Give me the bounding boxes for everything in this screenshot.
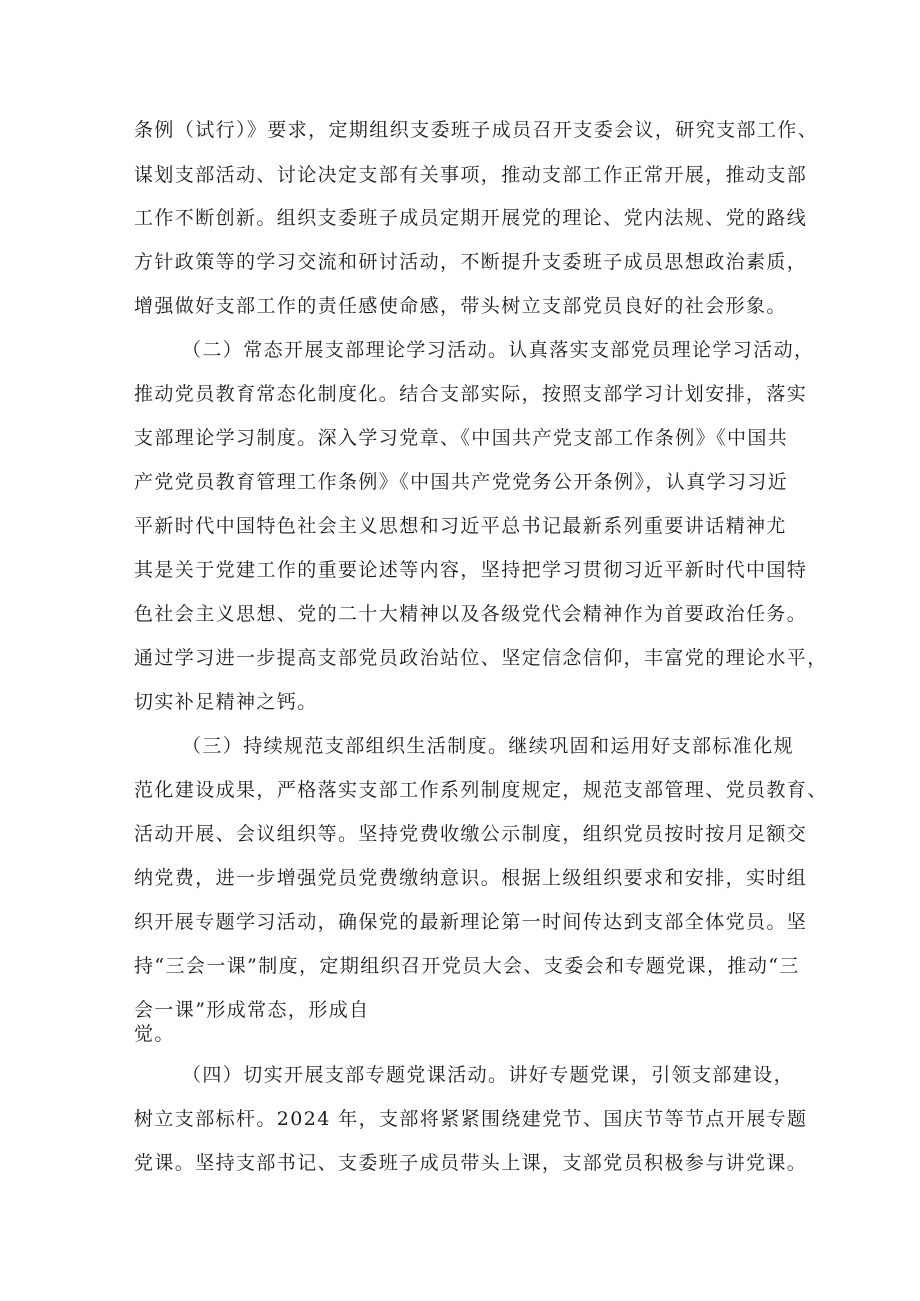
text-line: 推动党员教育常态化制度化。结合支部实际，按照支部学习计划安排，落实 <box>134 383 808 405</box>
text-line: 产党党员教育管理工作条例》《中国共产党党务公开条例》，认真学习习近 <box>134 471 789 493</box>
section-heading-2: （二）常态开展支部理论学习活动。认真落实支部党员理论学习活动， <box>182 339 815 361</box>
text-line: 工作不断创新。组织支委班子成员定期开展党的理论、党内法规、党的路线 <box>134 207 808 229</box>
text-line: 织开展专题学习活动，确保党的最新理论第一时间传达到支部全体党员。坚 <box>134 911 808 933</box>
text-line: 增强做好支部工作的责任感使命感，带头树立支部党员良好的社会形象。 <box>134 295 787 317</box>
text-line: 活动开展、会议组织等。坚持党费收缴公示制度，组织党员按时按月足额交 <box>134 823 808 845</box>
text-line: 切实补足精神之钙。 <box>134 691 318 713</box>
text-line: 条例（试行）》要求，定期组织支委班子成员召开支委会议，研究支部工作、 <box>134 119 819 141</box>
section-heading-3: （三）持续规范支部组织生活制度。继续巩固和运用好支部标准化规 <box>182 735 795 757</box>
text-line: 持“三会一课”制度，定期组织召开党员大会、支委会和专题党课，推动“三 <box>134 955 800 977</box>
text-line: 其是关于党建工作的重要论述等内容，坚持把学习贯彻习近平新时代中国特 <box>134 559 808 581</box>
text-line: 树立支部标杆。2024 年，支部将紧紧围绕建党节、国庆节等节点开展专题 <box>134 1108 808 1130</box>
text-line: 支部理论学习制度。深入学习党章、《中国共产党支部工作条例》《中国共 <box>134 427 789 449</box>
section-heading-4: （四）切实开展支部专题党课活动。讲好专题党课，引领支部建设， <box>182 1064 795 1086</box>
text-line: 方针政策等的学习交流和研讨活动，不断提升支委班子成员思想政治素质， <box>134 251 808 273</box>
text-line: 色社会主义思想、党的二十大精神以及各级党代会精神作为首要政治任务。 <box>134 603 808 625</box>
text-line: 平新时代中国特色社会主义思想和习近平总书记最新系列重要讲话精神尤 <box>134 515 787 537</box>
text-line: 纳党费，进一步增强党员党费缴纳意识。根据上级组织要求和安排，实时组 <box>134 867 808 889</box>
text-line: 通过学习进一步提高支部党员政治站位、坚定信念信仰，丰富党的理论水平， <box>134 647 828 669</box>
text-line: 党课。坚持支部书记、支委班子成员带头上课，支部党员积极参与讲党课。 <box>134 1152 808 1174</box>
text-line: 会一课”形成常态，形成自 <box>134 999 370 1021</box>
text-line: 范化建设成果，严格落实支部工作系列制度规定，规范支部管理、党员教育、 <box>134 779 828 801</box>
text-line: 谋划支部活动、讨论决定支部有关事项，推动支部工作正常开展，推动支部 <box>134 164 808 186</box>
text-line: 觉。 <box>134 1023 175 1045</box>
